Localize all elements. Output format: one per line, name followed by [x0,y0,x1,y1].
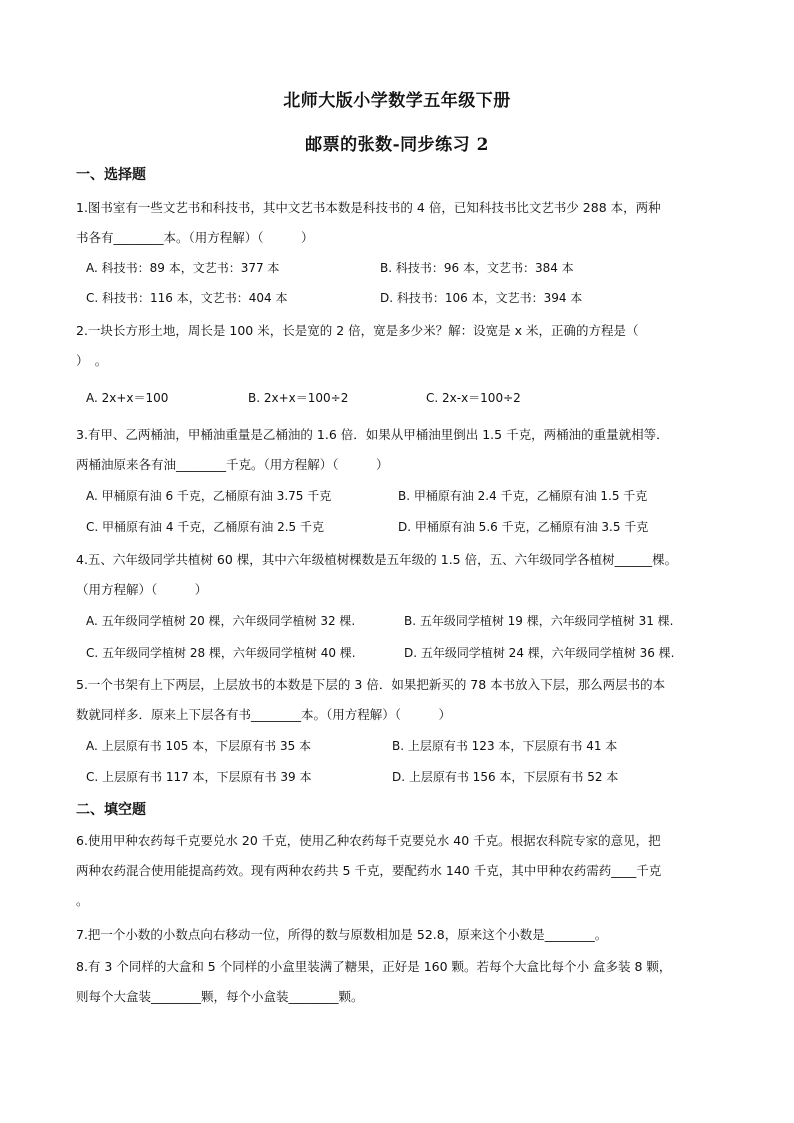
question-7-line-1: 7.把一个小数的小数点向右移动一位，所得的数与原数相加是 52.8，原来这个小数是________。 [76,927,608,942]
question-5-option-b: B. 上层原有书 123 本，下层原有书 41 本 [392,739,618,753]
question-1-line-1: 1.图书室有一些文艺书和科技书，其中文艺书本数是科技书的 4 倍，已知科技书比文艺书少 288 本，两种 [76,200,661,215]
question-3-option-b: B. 甲桶原有油 2.4 千克，乙桶原有油 1.5 千克 [398,489,648,503]
question-5-line-1: 5.一个书架有上下两层，上层放书的本数是下层的 3 倍．如果把新买的 78 本书放入下层，那么两层书的本 [76,677,666,692]
question-4-line-2: （用方程解）（ ） [76,582,208,597]
question-6-line-1: 6.使用甲种农药每千克要兑水 20 千克，使用乙种农药每千克要兑水 40 千克。根据农科院专家的意见，把 [76,833,661,848]
section-heading-choice: 一、选择题 [76,167,146,183]
section-heading-fill: 二、填空题 [76,802,146,818]
page-subtitle: 邮票的张数-同步练习 2 [305,135,489,155]
question-5-option-a: A. 上层原有书 105 本，下层原有书 35 本 [86,739,312,753]
question-5-line-2: 数就同样多．原来上下层各有书________本。（用方程解）（ ） [76,707,452,722]
question-1-line-2: 书各有________本。（用方程解）（ ） [76,230,314,245]
question-3-option-c: C. 甲桶原有油 4 千克，乙桶原有油 2.5 千克 [86,520,324,534]
question-1-option-c: C. 科技书：116 本，文艺书：404 本 [86,291,288,305]
question-4-line-1: 4.五、六年级同学共植树 60 棵，其中六年级植树棵数是五年级的 1.5 倍，五、六年级同学各植树______棵。 [76,552,678,567]
question-2-line-1: 2.一块长方形土地，周长是 100 米，长是宽的 2 倍，宽是多少米？解：设宽是 x 米，正确的方程是（ [76,323,639,338]
page-title: 北师大版小学数学五年级下册 [283,91,511,111]
question-4-option-a: A. 五年级同学植树 20 棵，六年级同学植树 32 棵. [86,614,356,628]
question-1-option-d: D. 科技书：106 本，文艺书：394 本 [380,291,583,305]
question-2-line-2: ） 。 [76,353,108,368]
question-3-line-1: 3.有甲、乙两桶油，甲桶油重量是乙桶油的 1.6 倍．如果从甲桶油里倒出 1.5 千克，两桶油的重量就相等． [76,427,669,442]
question-2-option-b: B. 2x+x＝100÷2 [248,391,349,405]
question-1-option-a: A. 科技书：89 本，文艺书：377 本 [86,261,280,275]
question-6-line-3: 。 [76,893,89,908]
question-4-option-c: C. 五年级同学植树 28 棵，六年级同学植树 40 棵. [86,646,356,660]
question-3-line-2: 两桶油原来各有油________千克。（用方程解）（ ） [76,457,389,472]
question-3-option-a: A. 甲桶原有油 6 千克，乙桶原有油 3.75 千克 [86,489,332,503]
question-5-option-d: D. 上层原有书 156 本，下层原有书 52 本 [392,770,619,784]
question-8-line-1: 8.有 3 个同样的大盒和 5 个同样的小盒里装满了糖果，正好是 160 颗。若每个大盒比每个小 盒多装 8 颗， [76,959,672,974]
question-8-line-2: 则每个大盒装________颗，每个小盒装________颗。 [76,989,364,1004]
question-1-option-b: B. 科技书：96 本，文艺书：384 本 [380,261,574,275]
question-4-option-d: D. 五年级同学植树 24 棵，六年级同学植树 36 棵. [404,646,675,660]
question-3-option-d: D. 甲桶原有油 5.6 千克，乙桶原有油 3.5 千克 [398,520,649,534]
question-4-option-b: B. 五年级同学植树 19 棵，六年级同学植树 31 棵. [404,614,674,628]
question-6-line-2: 两种农药混合使用能提高药效。现有两种农药共 5 千克，要配药水 140 千克，其中甲种农药需药____千克 [76,863,662,878]
question-2-option-c: C. 2x-x＝100÷2 [426,391,521,405]
question-5-option-c: C. 上层原有书 117 本，下层原有书 39 本 [86,770,312,784]
question-2-option-a: A. 2x+x＝100 [86,391,169,405]
